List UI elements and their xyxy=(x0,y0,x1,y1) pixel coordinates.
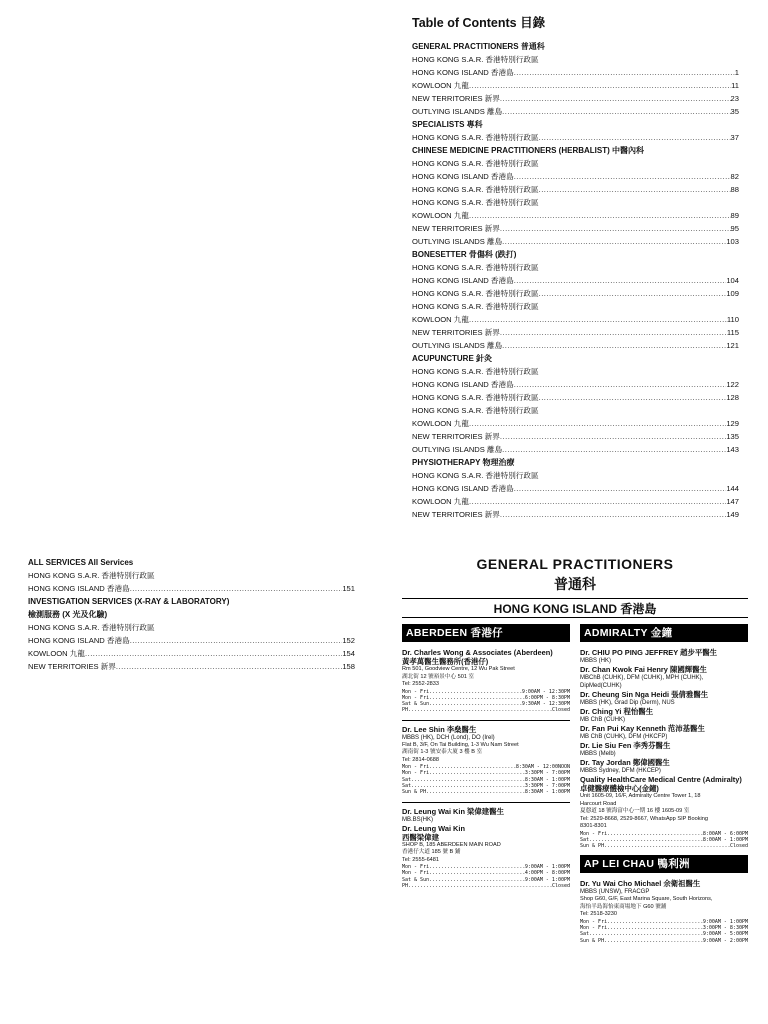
opening-hours-row xyxy=(580,843,748,849)
toc-entry xyxy=(412,183,739,196)
doctor-name: Dr. Cheung Sin Nga Heidi 張倩雅醫生 xyxy=(580,690,709,699)
toc-subheading: HONG KONG S.A.R. 香港特別行政區 xyxy=(412,159,539,168)
toc-page-number: 143 xyxy=(726,445,739,454)
toc-page-number: 154 xyxy=(342,649,355,658)
toc-page-number: 35 xyxy=(730,107,739,116)
toc-page-number: 144 xyxy=(726,484,739,493)
toc-subheading: HONG KONG S.A.R. 香港特別行政區 xyxy=(28,571,155,580)
qualification: MBBS (HK), Grad Dip (Derm), NUS xyxy=(580,700,675,706)
toc-entry-label: HONG KONG ISLAND 香港島 xyxy=(28,636,130,645)
toc-page-number: 149 xyxy=(726,510,739,519)
toc-entry-label: KOWLOON 九龍 xyxy=(412,419,469,428)
toc-subheading: HONG KONG S.A.R. 香港特別行政區 xyxy=(28,623,155,632)
hours-time: 9:00AM - 5:00PM xyxy=(702,931,748,938)
toc-entry xyxy=(28,582,355,595)
hours-time: 8:00AM - 6:00PM xyxy=(702,830,748,837)
toc-leader-dots xyxy=(539,131,731,144)
opening-hours-row xyxy=(402,883,570,889)
address-line: Harcourt Road xyxy=(580,800,617,807)
toc-leader-dots xyxy=(539,183,731,196)
toc-subheading: HONG KONG S.A.R. 香港特別行政區 xyxy=(412,406,539,415)
hours-leader-dots xyxy=(426,789,525,795)
address-line: Flat B, 3/F, On Tai Building, 1-3 Wu Nam Street xyxy=(402,741,519,748)
doctor-name: Dr. CHIU PO PING JEFFREY 趙步平醫生 xyxy=(580,648,718,657)
doctor-name: Dr. Lie Siu Fen 李秀芬醫生 xyxy=(580,741,671,750)
hours-time: 8:30AM - 1:00PM xyxy=(524,776,570,783)
opening-hours-row xyxy=(402,707,570,713)
toc-leader-dots xyxy=(502,235,726,248)
address-line: Tel: 2529-8668, 2529-8667, WhatsApp SIP Booking xyxy=(580,815,709,822)
toc-entry-label: HONG KONG ISLAND 香港島 xyxy=(412,380,514,389)
toc-page-number: 23 xyxy=(730,94,739,103)
toc-entry-label: NEW TERRITORIES 新界 xyxy=(412,224,500,233)
clinic-list xyxy=(580,879,748,944)
toc-leader-dots xyxy=(130,582,343,595)
toc-leader-dots xyxy=(116,660,342,673)
doctor-name: Dr. Yu Wai Cho Michael 余衛祖醫生 xyxy=(580,879,701,889)
hours-days: Mon - Fri xyxy=(580,918,608,925)
toc-page-number: 115 xyxy=(726,328,739,337)
hours-time: 8:30AM - 1:00PM xyxy=(524,789,570,796)
toc-entry xyxy=(412,79,739,92)
toc-leader-dots xyxy=(539,391,727,404)
address-line: SHOP B, 185 ABERDEEN MAIN ROAD xyxy=(402,841,501,848)
hours-days: Sat xyxy=(580,931,590,938)
address-line: Tel: 2555-6481 xyxy=(402,856,440,863)
toc-entry-label: KOWLOON 九龍 xyxy=(412,211,469,220)
doctor-name: Dr. Ching Yi 程怡醫生 xyxy=(580,707,654,716)
opening-hours-row xyxy=(402,789,570,795)
hours-days: Mon - Fri xyxy=(580,925,608,932)
qualification: MBBS (Melb) xyxy=(580,751,616,757)
toc-leader-dots xyxy=(500,92,731,105)
area-banner: ABERDEEN 香港仔 xyxy=(402,624,570,642)
toc-subheading: HONG KONG S.A.R. 香港特別行政區 xyxy=(412,471,539,480)
toc-entry xyxy=(412,391,739,404)
toc-entry xyxy=(412,287,739,300)
address-line: 湖南街 1-3 號安泰大廈 3 樓 B 室 xyxy=(402,749,483,756)
doctor-name: 西醫梁偉建 xyxy=(402,832,439,842)
toc-leader-dots xyxy=(85,647,342,660)
toc-subheading: HONG KONG S.A.R. 香港特別行政區 xyxy=(412,55,539,64)
toc-entry xyxy=(412,495,739,508)
divider xyxy=(402,802,570,803)
toc-list xyxy=(28,556,355,673)
hours-leader-dots xyxy=(604,843,730,849)
toc-entry xyxy=(28,647,355,660)
hours-time: 3:30PM - 7:00PM xyxy=(524,783,570,790)
toc-entry xyxy=(412,430,739,443)
toc-heading: PHYSIOTHERAPY 物理治療 xyxy=(412,458,515,467)
qualification: MBBS (HK) xyxy=(580,658,612,664)
toc-entry-label: HONG KONG ISLAND 香港島 xyxy=(412,484,514,493)
hours-days: Sat xyxy=(402,776,412,783)
hours-time: 9:00AM - 12:30PM xyxy=(521,688,570,695)
hours-days: Mon - Fri xyxy=(402,694,430,701)
hours-leader-dots xyxy=(604,938,703,944)
toc-leader-dots xyxy=(500,222,731,235)
toc-entry-label: OUTLYING ISLANDS 離島 xyxy=(412,107,503,116)
toc-entry-label: NEW TERRITORIES 新界 xyxy=(412,328,500,337)
hours-time: 3:00PM - 8:30PM xyxy=(702,925,748,932)
hours-leader-dots xyxy=(408,883,552,889)
toc-page-number: 135 xyxy=(726,432,739,441)
toc-page-number: 110 xyxy=(726,315,739,324)
toc-entry-label: HONG KONG ISLAND 香港島 xyxy=(412,172,514,181)
toc-entry xyxy=(412,170,739,183)
address-line: 海怡半島海怡東商場地下 G60 號舖 xyxy=(580,903,667,910)
toc-leader-dots xyxy=(469,495,726,508)
toc-heading: SPECIALISTS 專科 xyxy=(412,120,483,129)
opening-hours-row xyxy=(580,938,748,944)
address-line: 香港仔大道 185 號 B 鋪 xyxy=(402,849,461,856)
hours-time: Closed xyxy=(551,707,570,714)
doctor-name: 卓健醫療體檢中心(金鐘) xyxy=(580,784,659,793)
hours-days: Mon - Fri xyxy=(402,870,430,877)
toc-leader-dots xyxy=(469,209,731,222)
toc-entry xyxy=(412,131,739,144)
toc-entry-label: NEW TERRITORIES 新界 xyxy=(28,662,116,671)
toc-title: Table of Contents 目錄 xyxy=(412,16,546,30)
toc-page-number: 11 xyxy=(731,81,739,90)
toc-entry-label: OUTLYING ISLANDS 離島 xyxy=(412,445,503,454)
toc-entry-label: NEW TERRITORIES 新界 xyxy=(412,432,500,441)
hours-days: Mon - Fri xyxy=(402,688,430,695)
hours-time: 8:30AM - 12:00NOON xyxy=(515,764,570,771)
toc-leader-dots xyxy=(469,79,731,92)
toc-subheading: HONG KONG S.A.R. 香港特別行政區 xyxy=(412,198,539,207)
address-line: Tel: 2814-0688 xyxy=(402,756,440,763)
directory-section xyxy=(402,554,748,950)
hours-time: 4:00PM - 8:00PM xyxy=(524,870,570,877)
toc-entry-label: NEW TERRITORIES 新界 xyxy=(412,94,500,103)
toc-page-number: 129 xyxy=(726,419,739,428)
toc-subheading: HONG KONG S.A.R. 香港特別行政區 xyxy=(412,302,539,311)
hours-days: Mon - Fri xyxy=(402,764,430,771)
toc-entry-label: HONG KONG ISLAND 香港島 xyxy=(28,584,130,593)
address-line: Unit 1605-09, 16/F, Admiralty Centre Tower 1, 18 xyxy=(580,793,701,799)
section-title-zh: 普通科 xyxy=(554,576,596,592)
address-line: Tel: 2518-3230 xyxy=(580,911,618,918)
hours-time: 9:00AM - 1:00PM xyxy=(702,918,748,925)
hours-days: Sat & Sun xyxy=(402,876,430,883)
hours-leader-dots xyxy=(408,707,552,713)
toc-heading: BONESETTER 骨傷科 (跌打) xyxy=(412,250,517,259)
toc-entry xyxy=(412,339,739,352)
qualification: MB ChB (CUHK) xyxy=(580,717,626,723)
toc-page-number: 88 xyxy=(730,185,739,194)
hours-days: PH xyxy=(402,707,409,714)
address-line: Tel: 2552-2833 xyxy=(402,681,440,687)
hours-days: Mon - Fri xyxy=(402,864,430,871)
address-line: 8301-8301 xyxy=(580,823,607,829)
qualification: DipMed(CUHK) xyxy=(580,683,622,689)
area-banner: ADMIRALTY 金鐘 xyxy=(580,624,748,642)
toc-entry xyxy=(412,508,739,521)
toc-entry-label: KOWLOON 九龍 xyxy=(412,81,469,90)
toc-entry xyxy=(412,92,739,105)
toc-heading: ACUPUNCTURE 針灸 xyxy=(412,354,492,363)
toc-entry xyxy=(412,326,739,339)
toc-page-number: 147 xyxy=(726,497,739,506)
hours-time: 9:00AM - 1:00PM xyxy=(524,876,570,883)
hours-days: Sun & PH xyxy=(580,843,605,850)
toc-leader-dots xyxy=(514,170,731,183)
toc-entry xyxy=(412,274,739,287)
toc-leader-dots xyxy=(469,313,727,326)
clinic-list xyxy=(580,648,748,849)
region-title: HONG KONG ISLAND 香港島 xyxy=(402,598,748,618)
hours-days: Sat xyxy=(580,836,590,843)
qualification: MBBS (UNSW), FRACGP xyxy=(580,889,650,896)
hours-time: 9:00AM - 1:00PM xyxy=(524,864,570,871)
toc-page-number: 121 xyxy=(726,341,739,350)
hours-days: PH xyxy=(402,883,409,890)
clinic-listing xyxy=(402,648,570,714)
toc-leader-dots xyxy=(130,634,343,647)
toc-entry xyxy=(28,660,355,673)
hours-time: Closed xyxy=(729,843,748,850)
doctor-name: Dr. Leung Wai Kin xyxy=(402,823,465,833)
toc-entry-label: HONG KONG S.A.R. 香港特別行政區 xyxy=(412,133,539,142)
toc-entry-label: NEW TERRITORIES 新界 xyxy=(412,510,500,519)
toc-page-number: 95 xyxy=(730,224,739,233)
section-title-en: GENERAL PRACTITIONERS xyxy=(476,556,674,572)
hours-time: Closed xyxy=(551,883,570,890)
right-column xyxy=(580,624,748,950)
toc-entry xyxy=(412,222,739,235)
toc-entry-label: KOWLOON 九龍 xyxy=(412,315,469,324)
address-line: Shop G60, G/F, East Marina Square, South Horizons, xyxy=(580,896,713,903)
toc-entry xyxy=(412,417,739,430)
toc-entry xyxy=(412,482,739,495)
toc-entry-label: OUTLYING ISLANDS 離島 xyxy=(412,341,503,350)
table-of-contents xyxy=(412,12,739,521)
doctor-name: Dr. Leung Wai Kin 梁偉建醫生 xyxy=(402,806,504,816)
qualification: MB.BS(HK) xyxy=(402,816,434,823)
toc-heading: ALL SERVICES All Services xyxy=(28,558,134,567)
area-banner: AP LEI CHAU 鴨利洲 xyxy=(580,855,748,873)
hours-days: Sun & PH xyxy=(580,937,605,944)
divider xyxy=(402,720,570,721)
doctor-name: Dr. Tay Jordan 鄭偉國醫生 xyxy=(580,758,670,767)
hours-days: Sat xyxy=(402,783,412,790)
toc-entry-label: HONG KONG S.A.R. 香港特別行政區 xyxy=(412,393,539,402)
toc-subheading: HONG KONG S.A.R. 香港特別行政區 xyxy=(412,367,539,376)
toc-leader-dots xyxy=(514,274,727,287)
doctor-name: Dr. Lee Shin 李燊醫生 xyxy=(402,724,477,734)
qualification: MBChB (CUHK), DFM (CUHK), MPH (CUHK), xyxy=(580,675,704,681)
toc-page-number: 122 xyxy=(726,380,739,389)
hours-time: 6:00PM - 8:30PM xyxy=(524,694,570,701)
clinic-listing xyxy=(402,725,570,796)
toc-heading: INVESTIGATION SERVICES (X-RAY & LABORATORY) xyxy=(28,597,230,606)
address-line: 湖北街 12 號裕景中心 501 室 xyxy=(402,673,475,680)
table-of-contents-continued xyxy=(28,556,355,673)
toc-page-number: 152 xyxy=(342,636,355,645)
clinic-listing xyxy=(402,807,570,890)
address-line: Rm 501, Goodview Centre, 12 Wu Pak Street xyxy=(402,666,515,672)
toc-heading: GENERAL PRACTITIONERS 普通科 xyxy=(412,42,545,51)
toc-entry-label: OUTLYING ISLANDS 離島 xyxy=(412,237,503,246)
hours-time: 8:00AM - 1:00PM xyxy=(702,836,748,843)
hours-time: 9:30AM - 12:30PM xyxy=(521,701,570,708)
toc-page-number: 37 xyxy=(730,133,739,142)
toc-page-number: 109 xyxy=(726,289,739,298)
address-line: 夏慤道 18 號海富中心一期 16 樓 1605-09 室 xyxy=(580,808,690,814)
clinic-list xyxy=(402,648,570,889)
toc-leader-dots xyxy=(500,326,727,339)
doctor-name: Dr. Charles Wong & Associates (Aberdeen) xyxy=(402,648,553,657)
toc-entry-label: HONG KONG ISLAND 香港島 xyxy=(412,68,514,77)
toc-leader-dots xyxy=(514,482,727,495)
toc-entry-label: HONG KONG S.A.R. 香港特別行政區 xyxy=(412,289,539,298)
toc-entry xyxy=(28,634,355,647)
doctor-name: Quality HealthCare Medical Centre (Admiralty) xyxy=(580,775,742,784)
qualification: MBBS (HK), DCH (Lond), DO (Irel) xyxy=(402,734,495,741)
toc-subheading: HONG KONG S.A.R. 香港特別行政區 xyxy=(412,263,539,272)
qualification: MBBS Sydney, DFM (HKCEP) xyxy=(580,768,661,774)
toc-leader-dots xyxy=(469,417,726,430)
toc-leader-dots xyxy=(502,105,730,118)
toc-leader-dots xyxy=(502,443,726,456)
toc-page-number: 103 xyxy=(726,237,739,246)
toc-entry-label: HONG KONG ISLAND 香港島 xyxy=(412,276,514,285)
toc-leader-dots xyxy=(502,339,726,352)
hours-time: 3:30PM - 7:00PM xyxy=(524,770,570,777)
hours-days: Sat & Sun xyxy=(402,701,430,708)
toc-leader-dots xyxy=(500,430,726,443)
toc-leader-dots xyxy=(514,378,727,391)
toc-entry xyxy=(412,313,739,326)
toc-entry xyxy=(412,378,739,391)
toc-heading: CHINESE MEDICINE PRACTITIONERS (HERBALIST) 中醫內科 xyxy=(412,146,645,155)
toc-leader-dots xyxy=(539,287,727,300)
toc-page-number: 158 xyxy=(342,662,355,671)
hours-days: Mon - Fri xyxy=(580,830,608,837)
doctor-name: Dr. Chan Kwok Fai Henry 陳國輝醫生 xyxy=(580,665,707,674)
toc-list xyxy=(412,40,739,521)
toc-leader-dots xyxy=(500,508,726,521)
toc-entry-label: KOWLOON 九龍 xyxy=(412,497,469,506)
toc-page-number: 82 xyxy=(730,172,739,181)
hours-time: 9:00AM - 2:00PM xyxy=(702,937,748,944)
clinic-listing xyxy=(580,648,748,849)
toc-entry-label: HONG KONG S.A.R. 香港特別行政區 xyxy=(412,185,539,194)
qualification: MB ChB (CUHK), DFM (HKCFP) xyxy=(580,734,668,740)
toc-heading: 檢測服務 (X 光及化驗) xyxy=(28,610,108,619)
toc-page-number: 1 xyxy=(734,68,739,77)
toc-entry xyxy=(412,66,739,79)
doctor-name: Dr. Fan Pui Kay Kenneth 范沛基醫生 xyxy=(580,724,705,733)
clinic-listing xyxy=(580,879,748,944)
toc-page-number: 89 xyxy=(730,211,739,220)
toc-entry xyxy=(412,235,739,248)
toc-page-number: 104 xyxy=(726,276,739,285)
hours-days: Mon - Fri xyxy=(402,770,430,777)
left-column xyxy=(402,624,570,950)
doctor-name: 黃孝萬醫生醫務所(香港仔) xyxy=(402,657,489,666)
toc-leader-dots xyxy=(514,66,735,79)
hours-days: Sun & PH xyxy=(402,789,427,796)
toc-entry xyxy=(412,105,739,118)
toc-entry xyxy=(412,443,739,456)
toc-entry xyxy=(412,209,739,222)
toc-entry-label: KOWLOON 九龍 xyxy=(28,649,85,658)
toc-page-number: 128 xyxy=(726,393,739,402)
toc-page-number: 151 xyxy=(342,584,355,593)
